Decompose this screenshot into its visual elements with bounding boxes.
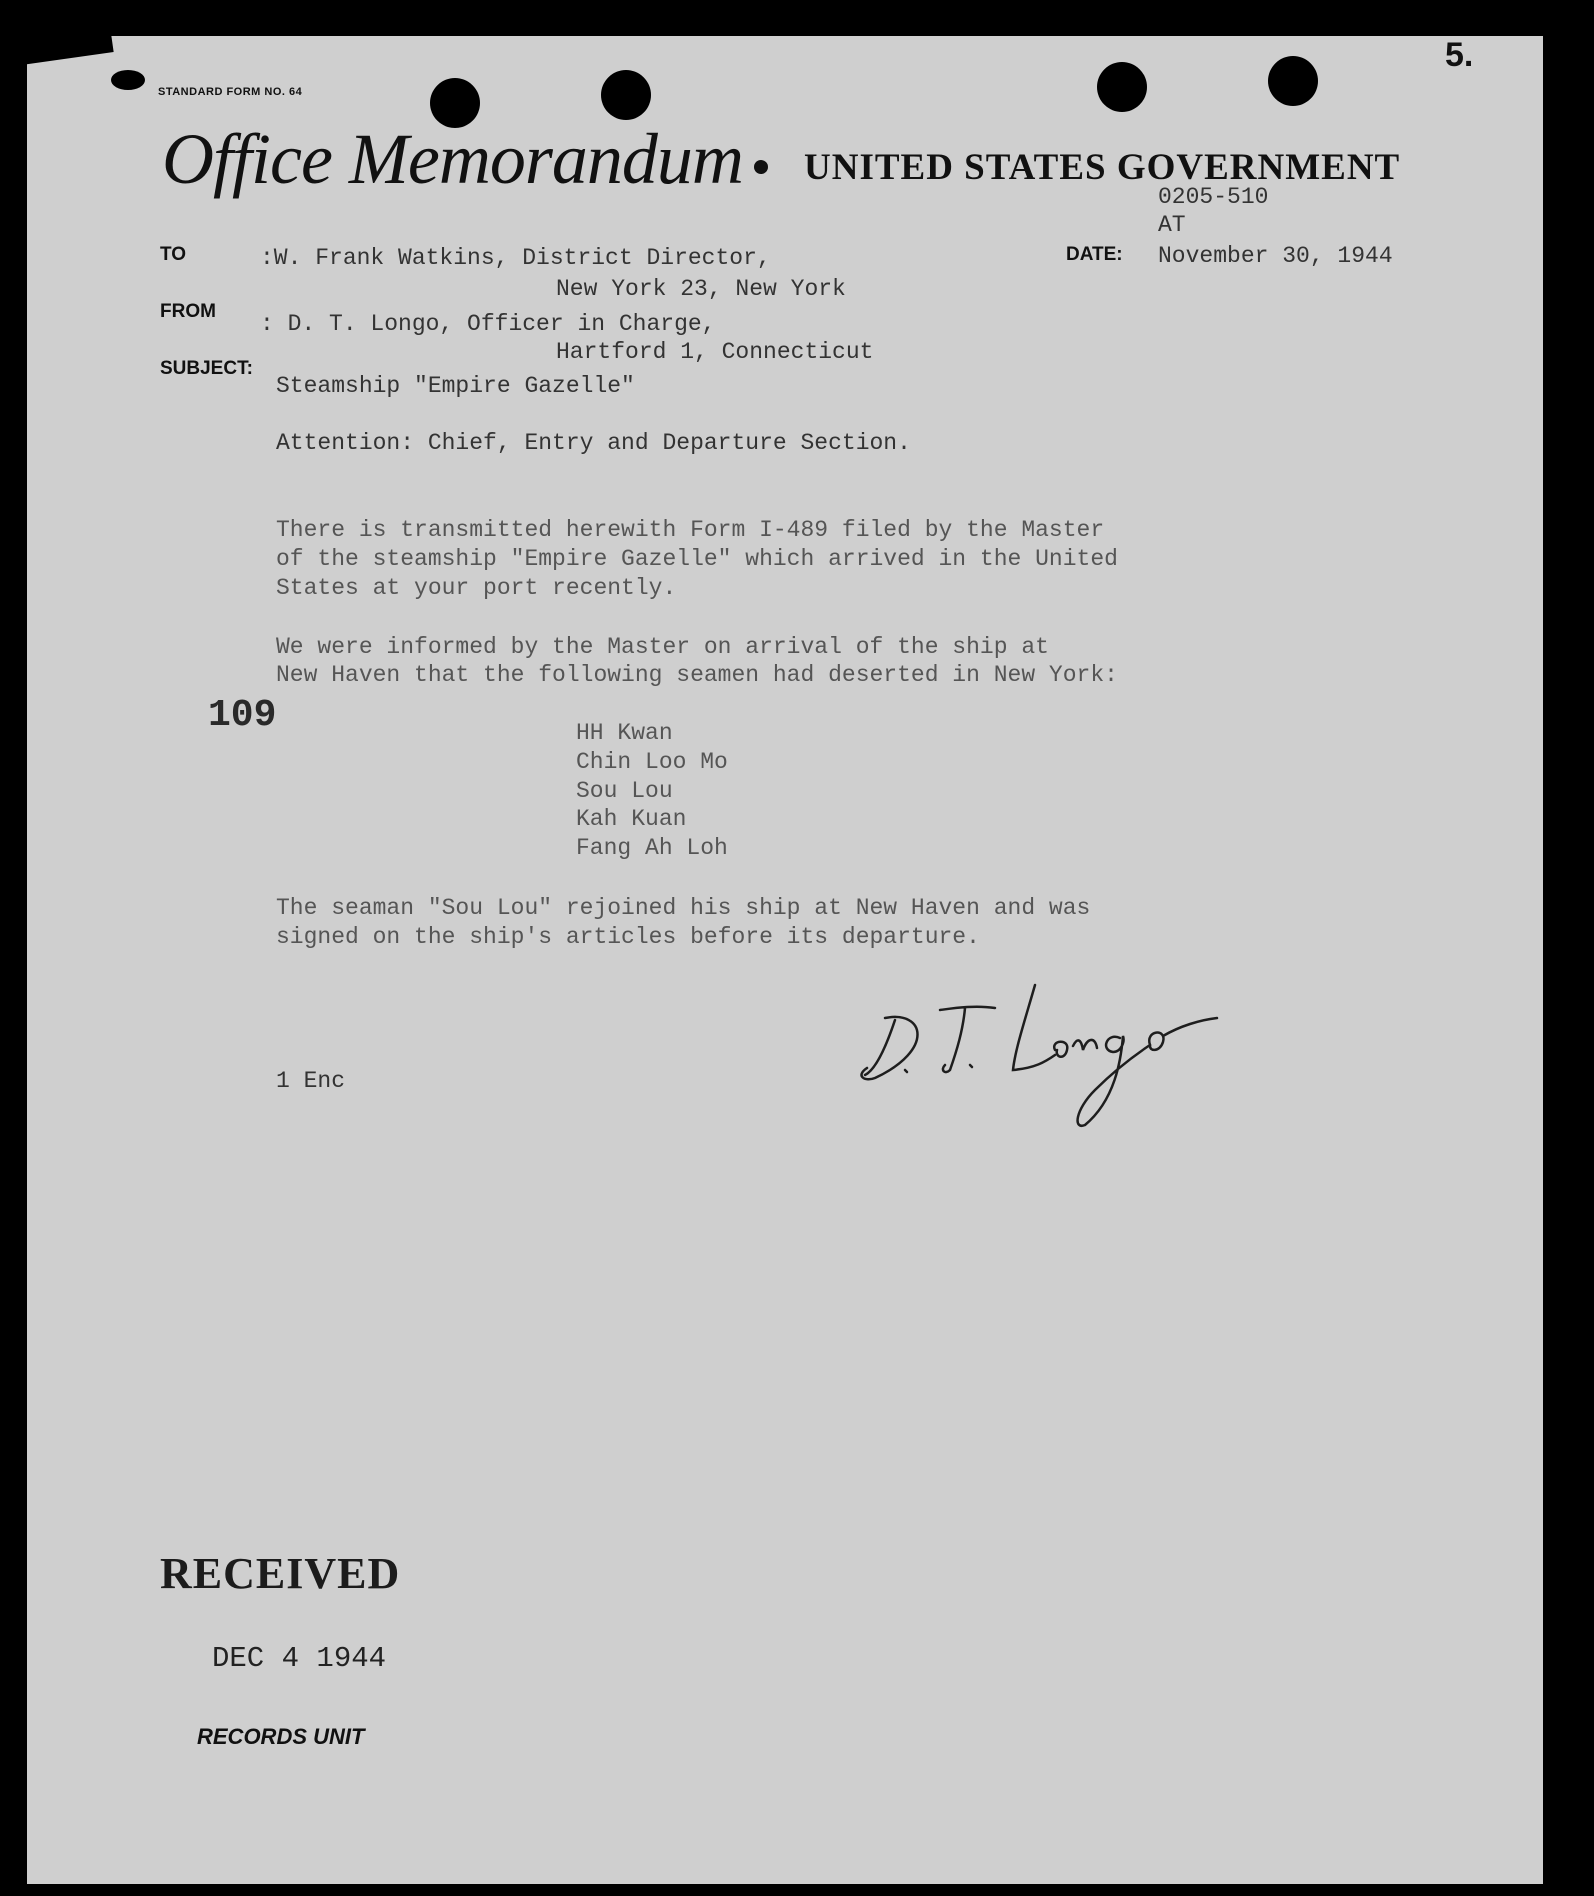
paragraph-1-line: There is transmitted herewith Form I-489 filed by the Master (276, 517, 1105, 543)
torn-corner (0, 0, 114, 67)
records-unit-stamp: RECORDS UNIT (197, 1724, 365, 1749)
subject-value: Steamship "Empire Gazelle" (276, 373, 635, 399)
agency-heading: UNITED STATES GOVERNMENT (804, 147, 1401, 188)
paragraph-2-line: We were informed by the Master on arrival of the ship at (276, 634, 1049, 660)
to-label: TO (160, 244, 187, 265)
paragraph-3-line: The seaman "Sou Lou" rejoined his ship at New Haven and was (276, 895, 1091, 921)
date-value: November 30, 1944 (1158, 243, 1393, 269)
paragraph-3-line: signed on the ship's articles before its departure. (276, 924, 980, 950)
file-number: 0205-510 (1158, 184, 1269, 210)
subject-label: SUBJECT: (160, 358, 253, 379)
form-number: STANDARD FORM NO. 64 (158, 86, 303, 98)
seaman-name: Sou Lou (576, 778, 673, 804)
punch-hole (1097, 62, 1147, 112)
title-bullet (754, 160, 768, 174)
date-label: DATE: (1066, 244, 1123, 265)
paragraph-1-line: States at your port recently. (276, 575, 677, 601)
enclosure-note: 1 Enc (276, 1068, 346, 1094)
received-stamp: RECEIVED (160, 1549, 401, 1598)
paragraph-1-line: of the steamship "Empire Gazelle" which arrived in the United (276, 546, 1118, 572)
attention-line: Attention: Chief, Entry and Departure Section. (276, 430, 911, 456)
seaman-name: HH Kwan (576, 720, 673, 746)
received-date-stamp: DEC 4 1944 (212, 1642, 387, 1675)
page-mark: 5. (1445, 36, 1474, 74)
signature (845, 950, 1225, 1140)
seaman-name: Kah Kuan (576, 806, 687, 832)
from-line-2: Hartford 1, Connecticut (556, 339, 874, 365)
seaman-name: Chin Loo Mo (576, 749, 728, 775)
to-line-2: New York 23, New York (556, 276, 846, 302)
ink-blot (111, 70, 145, 90)
punch-hole (601, 70, 651, 120)
margin-number: 109 (208, 694, 277, 737)
file-suffix: AT (1158, 212, 1186, 238)
paragraph-2-line: New Haven that the following seamen had deserted in New York: (276, 662, 1118, 688)
from-label: FROM (160, 301, 216, 322)
punch-hole (1268, 56, 1318, 106)
seaman-name: Fang Ah Loh (576, 835, 728, 861)
to-line-1: :W. Frank Watkins, District Director, (260, 245, 771, 271)
from-line-1: : D. T. Longo, Officer in Charge, (260, 311, 716, 337)
memo-sheet (27, 36, 1543, 1884)
memo-title: Office Memorandum (162, 119, 743, 199)
